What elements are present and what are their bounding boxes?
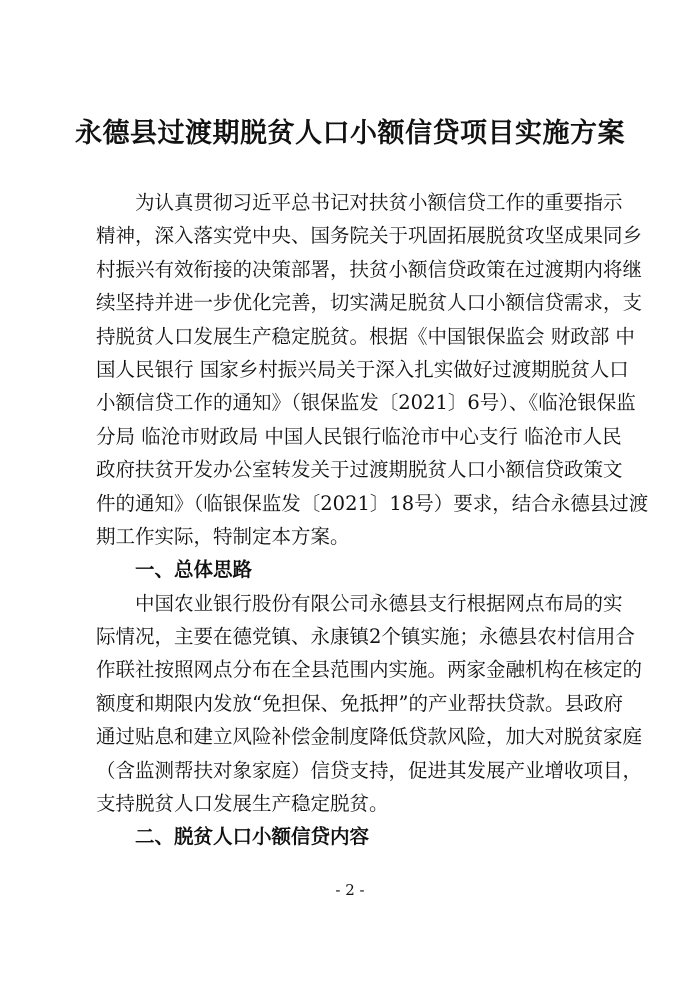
paragraph-line: （含监测帮扶对象家庭）信贷支持，促进其发展产业增收项目，: [96, 758, 643, 782]
paragraph-line: 分局 临沧市财政局 中国人民银行临沧市中心支行 临沧市人民: [96, 424, 622, 448]
paragraph-line: 政府扶贫开发办公室转发关于过渡期脱贫人口小额信贷政策文: [96, 458, 623, 482]
paragraph-line: 国人民银行 国家乡村振兴局关于深入扎实做好过渡期脱贫人口: [96, 357, 629, 381]
section-heading: 一、总体思路: [135, 558, 253, 582]
paragraph-line: 为认真贯彻习近平总书记对扶贫小额信贷工作的重要指示: [135, 191, 623, 214]
paragraph-line: 际情况，主要在德党镇、永康镇2个镇实施；永德县农村信用合: [96, 625, 635, 649]
paragraph-line: 续坚持并进一步优化完善，切实满足脱贫人口小额信贷需求，支: [96, 291, 643, 315]
page-number: - 2 -: [335, 881, 365, 899]
paragraph-line: 中国农业银行股份有限公司永德县支行根据网点布局的实: [135, 591, 623, 615]
paragraph-line: 持脱贫人口发展生产稳定脱贫。根据《中国银保监会 财政部 中: [96, 324, 635, 348]
document-body: [96, 186, 649, 854]
paragraph-line: 支持脱贫人口发展生产稳定脱贫。: [96, 792, 389, 816]
document-title: 永德县过渡期脱贫人口小额信贷项目实施方案: [75, 118, 625, 149]
paragraph-line: 精神，深入落实党中央、国务院关于巩固拓展脱贫攻坚成果同乡: [96, 224, 643, 248]
paragraph-line: 通过贴息和建立风险补偿金制度降低贷款风险，加大对脱贫家庭: [96, 725, 643, 749]
paragraph-line: 村振兴有效衔接的决策部署，扶贫小额信贷政策在过渡期内将继: [96, 257, 643, 281]
paragraph-line: 额度和期限内发放“免担保、免抵押”的产业帮扶贷款。县政府: [96, 691, 623, 715]
paragraph-line: 件的通知》（临银保监发〔2021〕18号）要求，结合永德县过渡: [96, 491, 649, 515]
paragraph-line: 期工作实际，特制定本方案。: [96, 524, 350, 548]
paragraph-line: 小额信贷工作的通知》（银保监发〔2021〕6号）、《临沧银保监: [96, 391, 636, 415]
section-heading: 二、脱贫人口小额信贷内容: [135, 825, 370, 849]
paragraph-line: 作联社按照网点分布在全县范围内实施。两家金融机构在核定的: [96, 658, 643, 682]
